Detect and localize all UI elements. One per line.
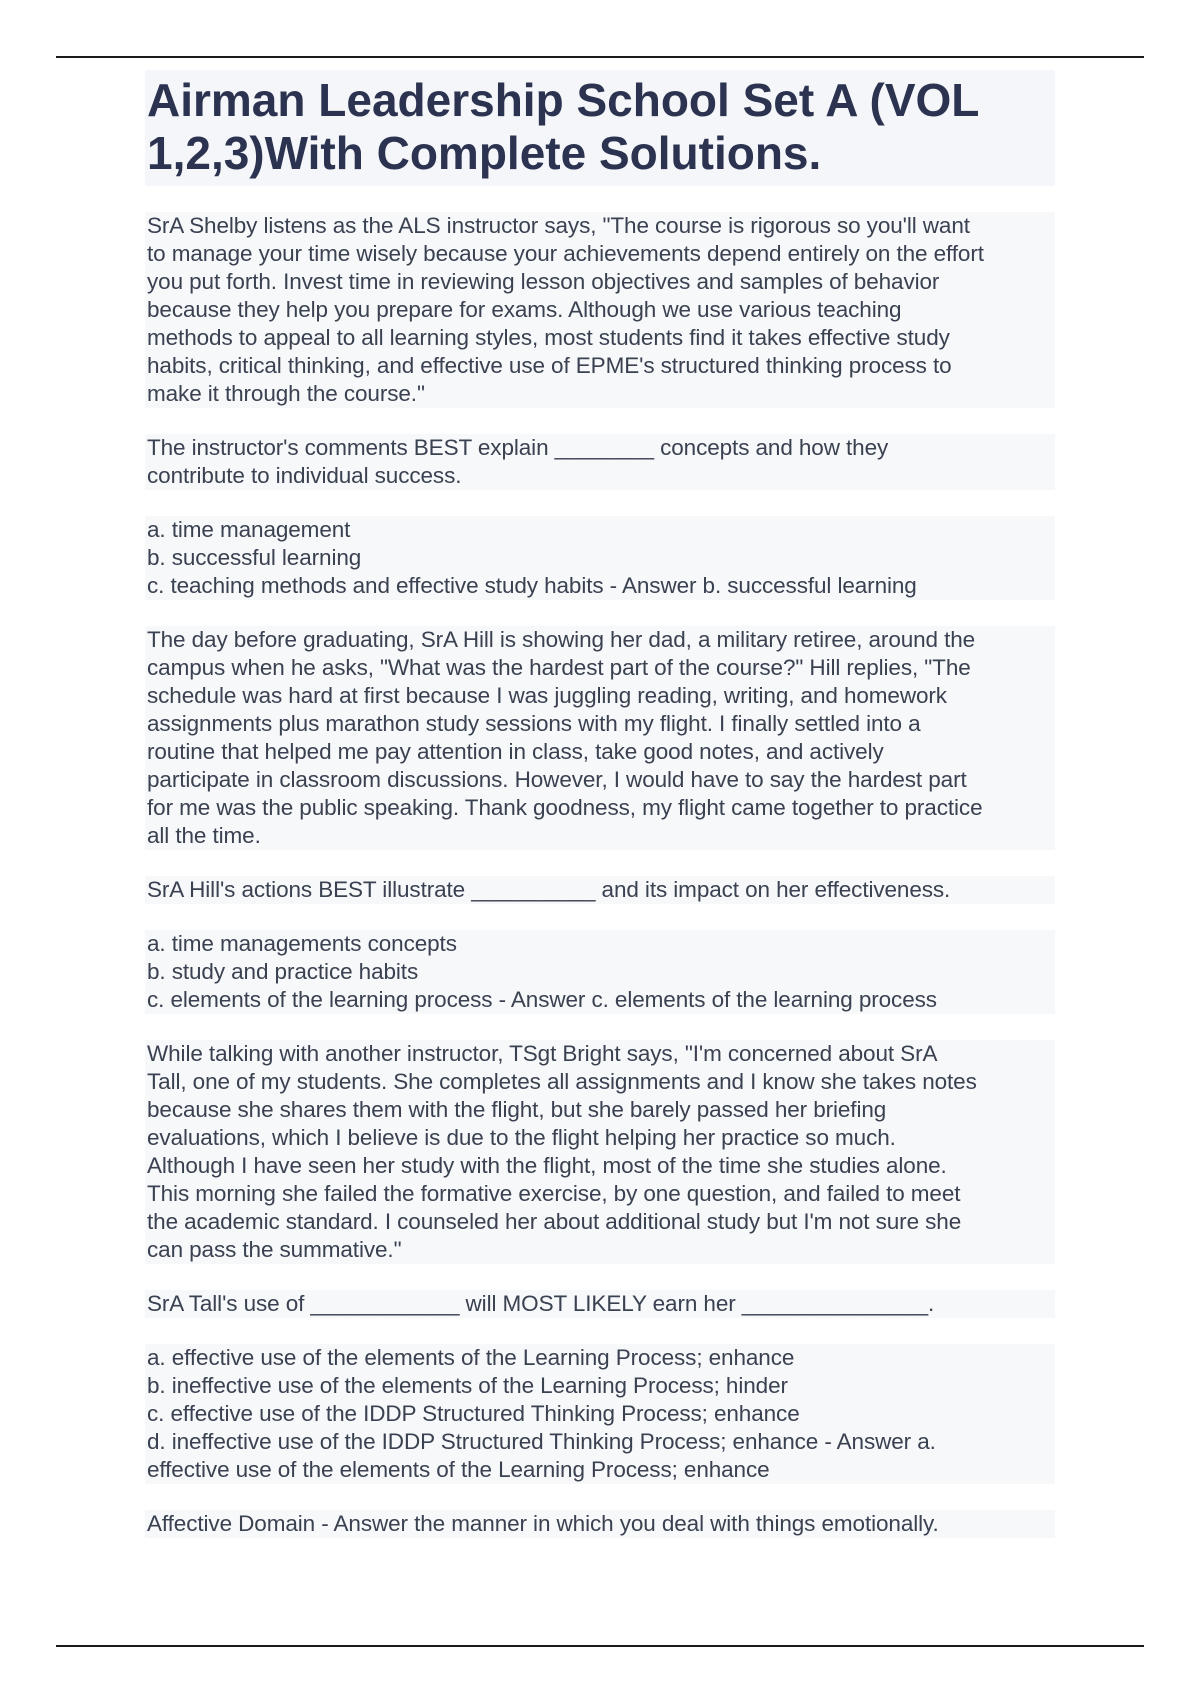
option-line: b. ineffective use of the elements of the Learning Process; hinder [147,1373,788,1398]
option-line: a. effective use of the elements of the Learning Process; enhance [147,1345,795,1370]
text-line: The instructor's comments BEST explain ________ concepts and how they [147,435,889,460]
text-line: Tall, one of my students. She completes all assignments and I know she takes notes [147,1069,977,1094]
text-line: to manage your time wisely because your achievements depend entirely on the effort [147,241,984,266]
text-line: SrA Hill's actions BEST illustrate __________ and its impact on her effectiveness. [147,877,951,902]
text-line: schedule was hard at first because I was juggling reading, writing, and homework [147,683,947,708]
question-scenario-1 [145,212,1055,408]
bottom-rule [56,1645,1144,1647]
text-line: habits, critical thinking, and effective use of EPME's structured thinking process to [147,353,952,378]
text-line: assignments plus marathon study sessions with my flight. I finally settled into a [147,711,921,736]
text-line: the academic standard. I counseled her about additional study but I'm not sure she [147,1209,962,1234]
option-line: c. teaching methods and effective study habits - Answer b. successful learning [147,573,917,598]
title-line: Airman Leadership School Set A (VOL [147,74,980,126]
text-line: While talking with another instructor, TSgt Bright says, "I'm concerned about SrA [147,1041,938,1066]
option-line: c. elements of the learning process - Answer c. elements of the learning process [147,987,937,1012]
text-line: all the time. [147,823,261,848]
option-line: d. ineffective use of the IDDP Structured Thinking Process; enhance - Answer a. [147,1429,936,1454]
text-line: campus when he asks, "What was the hardest part of the course?" Hill replies, "The [147,655,971,680]
question-scenario-2 [145,626,1055,850]
text-line: SrA Tall's use of ____________ will MOST LIKELY earn her _______________. [147,1291,935,1316]
option-line: b. successful learning [147,545,362,570]
text-line: contribute to individual success. [147,463,462,488]
definition-affective-domain [145,1510,1055,1538]
document-body [145,70,1055,1564]
text-line: participate in classroom discussions. However, I would have to say the hardest part [147,767,967,792]
text-line: can pass the summative." [147,1237,402,1262]
answer-options-2 [145,930,1055,1014]
text-line: because she shares them with the flight, but she barely passed her briefing [147,1097,887,1122]
text-line: for me was the public speaking. Thank goodness, my flight came together to practice [147,795,983,820]
answer-options-1 [145,516,1055,600]
option-line: effective use of the elements of the Learning Process; enhance [147,1457,770,1482]
answer-options-3 [145,1344,1055,1484]
text-line: evaluations, which I believe is due to the flight helping her practice so much. [147,1125,896,1150]
option-line: c. effective use of the IDDP Structured Thinking Process; enhance [147,1401,800,1426]
question-scenario-3 [145,1040,1055,1264]
option-line: a. time managements concepts [147,931,457,956]
text-line: you put forth. Invest time in reviewing lesson objectives and samples of behavior [147,269,940,294]
question-prompt-1 [145,434,1055,490]
option-line: a. time management [147,517,351,542]
option-line: b. study and practice habits [147,959,419,984]
text-line: routine that helped me pay attention in class, take good notes, and actively [147,739,884,764]
text-line: Affective Domain - Answer the manner in which you deal with things emotionally. [147,1511,939,1536]
text-line: SrA Shelby listens as the ALS instructor says, "The course is rigorous so you'll want [147,213,970,238]
text-line: Although I have seen her study with the flight, most of the time she studies alone. [147,1153,947,1178]
text-line: make it through the course." [147,381,425,406]
question-prompt-2 [145,876,1055,904]
top-rule [56,56,1144,58]
text-line: methods to appeal to all learning styles, most students find it takes effective study [147,325,950,350]
text-line: This morning she failed the formative exercise, by one question, and failed to meet [147,1181,961,1206]
title-line: 1,2,3)With Complete Solutions. [147,127,822,179]
text-line: The day before graduating, SrA Hill is showing her dad, a military retiree, around the [147,627,976,652]
text-line: because they help you prepare for exams. Although we use various teaching [147,297,902,322]
question-prompt-3 [145,1290,1055,1318]
document-title [145,70,1055,186]
